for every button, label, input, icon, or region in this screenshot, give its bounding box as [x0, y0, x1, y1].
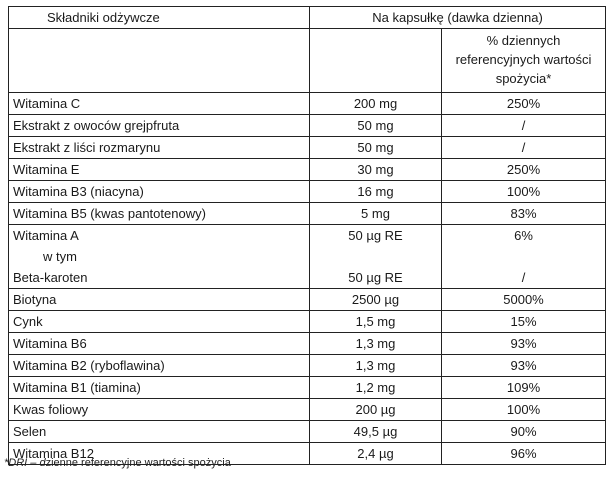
table-row — [9, 399, 606, 421]
table-row — [9, 289, 606, 311]
table-row — [9, 333, 606, 355]
nutrient-name-cell: Witamina B3 (niacyna) — [9, 181, 310, 203]
dri-percent-cell: 93% — [442, 355, 606, 377]
dri-percent-cell — [442, 225, 606, 289]
amount-cell: 50 mg — [310, 115, 442, 137]
amount-cell: 1,3 mg — [310, 355, 442, 377]
nutrient-name-cell: Witamina B5 (kwas pantotenowy) — [9, 203, 310, 225]
amount-cell: 200 µg — [310, 399, 442, 421]
dri-percent-cell: 109% — [442, 377, 606, 399]
nutrient-name-cell: Selen — [9, 421, 310, 443]
nutrient-name-cell: Ekstrakt z liści rozmarynu — [9, 137, 310, 159]
vitamin-a-amount: 50 µg RE — [348, 228, 403, 243]
nutrient-name-cell: Cynk — [9, 311, 310, 333]
nutrient-name-cell: Ekstrakt z owoców grejpfruta — [9, 115, 310, 137]
table-row — [9, 115, 606, 137]
amount-cell: 2500 µg — [310, 289, 442, 311]
nutrient-name-cell: Witamina B6 — [9, 333, 310, 355]
dri-percent-cell: / — [442, 137, 606, 159]
amount-cell: 50 mg — [310, 137, 442, 159]
table-row — [9, 181, 606, 203]
amount-cell: 1,3 mg — [310, 333, 442, 355]
dri-percent-cell: 100% — [442, 399, 606, 421]
nutrient-name-cell: Witamina E — [9, 159, 310, 181]
dri-percent-cell: 250% — [442, 93, 606, 115]
dri-footnote-abbr: *DRI – d — [4, 457, 46, 469]
table-row-vitamin-a-group — [9, 225, 606, 289]
header-per-capsule: Na kapsułkę (dawka dzienna) — [310, 7, 606, 29]
nutrient-name-cell: Witamina B2 (ryboflawina) — [9, 355, 310, 377]
amount-cell: 30 mg — [310, 159, 442, 181]
dri-footnote-text: zienne referencyjne wartości spożycia — [45, 457, 231, 469]
nutrient-name-cell: Witamina B1 (tiamina) — [9, 377, 310, 399]
nutrient-name-cell: Witamina C — [9, 93, 310, 115]
dri-percent-cell: 5000% — [442, 289, 606, 311]
dri-percent-cell: 100% — [442, 181, 606, 203]
amount-cell: 49,5 µg — [310, 421, 442, 443]
dri-percent-cell: 83% — [442, 203, 606, 225]
dri-percent-cell: / — [442, 115, 606, 137]
table-header-row — [9, 7, 606, 29]
table-row — [9, 159, 606, 181]
table-row — [9, 203, 606, 225]
vitamin-a-sub-label: w tym — [43, 249, 77, 264]
table-row — [9, 421, 606, 443]
spacer — [446, 246, 601, 267]
header-dri — [442, 29, 606, 93]
nutrient-name-cell: Witamina B12 — [9, 443, 310, 465]
amount-cell: 200 mg — [310, 93, 442, 115]
table-row — [9, 93, 606, 115]
spacer — [314, 246, 437, 267]
table-row — [9, 377, 606, 399]
subheader-empty-cell — [9, 29, 310, 93]
amount-cell: 1,5 mg — [310, 311, 442, 333]
nutrient-name-cell: Biotyna — [9, 289, 310, 311]
nutrient-name-cell — [9, 225, 310, 289]
table-subheader-row — [9, 29, 606, 93]
dri-percent-cell: 93% — [442, 333, 606, 355]
vitamin-a-name: Witamina A — [13, 228, 79, 243]
amount-cell: 16 mg — [310, 181, 442, 203]
amount-cell: 2,4 µg — [310, 443, 442, 465]
beta-carotene-name: Beta-karoten — [13, 270, 88, 285]
header-nutrients: Składniki odżywcze — [9, 7, 310, 29]
nutrient-name-cell: Kwas foliowy — [9, 399, 310, 421]
table-row — [9, 137, 606, 159]
header-dri-label: % dziennych referencyjnych wartości spożycia* — [455, 33, 592, 86]
subheader-empty-cell-2 — [310, 29, 442, 93]
amount-cell — [310, 225, 442, 289]
vitamin-a-dri: 6% — [514, 228, 533, 243]
beta-carotene-dri: / — [521, 270, 526, 285]
table-body — [9, 93, 606, 465]
dri-footnote — [4, 457, 231, 469]
table-row — [9, 311, 606, 333]
table-row — [9, 355, 606, 377]
nutrition-table — [8, 6, 606, 465]
dri-percent-cell: 96% — [442, 443, 606, 465]
beta-carotene-amount: 50 µg RE — [348, 270, 403, 285]
dri-percent-cell: 250% — [442, 159, 606, 181]
dri-percent-cell: 90% — [442, 421, 606, 443]
amount-cell: 1,2 mg — [310, 377, 442, 399]
dri-percent-cell: 15% — [442, 311, 606, 333]
amount-cell: 5 mg — [310, 203, 442, 225]
